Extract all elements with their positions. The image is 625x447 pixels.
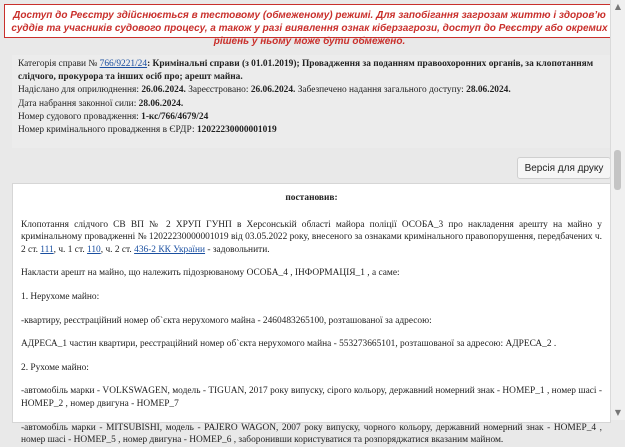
case-number-link[interactable]: 766/9221/24 xyxy=(99,59,148,69)
paragraph-2: Накласти арешт на майно, що належить підозрюваному ОСОБА_4 , ІНФОРМАЦІЯ_1 , а саме: xyxy=(21,268,400,279)
paragraph-8: -автомобіль марки - MITSUBISHI, модель - PAJERO WAGON, 2007 року випуску, чорного кольору, державний номерний знак - НОМЕР_4 , номер шасі - НОМЕР_5 , номер двигуна - НОМЕР_6 , заборонивши користуватися та розпоряджатися вказаним майном. xyxy=(21,422,602,446)
scroll-up-icon[interactable]: ▲ xyxy=(614,2,622,11)
sent-date: 26.06.2024. xyxy=(141,85,186,96)
paragraph-1: Клопотання слідчого СВ ВП № 2 ХРУП ГУНП в Херсонській області майора поліції ОСОБА_3 про накладення арешту на майно у кримінальному провадженні № 12022230000001019 від 03.05.2022 року, внесеного за ознаками кримінального правопорушення, передбачених ч. 2 ст. 111, ч. 1 ст. 110, ч. 2 ст. 436-2 КК України - задовольнити. xyxy=(21,219,602,255)
decision-document xyxy=(12,183,611,446)
case-category-text: : Кримінальні справи (з 01.01.2019); Провадження за поданням правоохоронних органів, за клопотанням слідчого, прокурора та інших осіб про; арешт майна. xyxy=(18,59,594,83)
paragraph-5: АДРЕСА_1 частин квартири, реєстраційний номер об`єкта нерухомого майна - 553273665101, розташованої за адресою: АДРЕСА_2 . xyxy=(21,339,557,350)
paragraph-6: 2. Рухоме майно: xyxy=(21,362,89,373)
paragraph-3: 1. Нерухоме майно: xyxy=(21,291,100,302)
proceeding-number-row: Номер судового провадження: 1-кс/766/4679/24 xyxy=(18,111,209,122)
law-link-436-2[interactable]: 436-2 КК України xyxy=(134,244,206,255)
criminal-number: 12022230000001019 xyxy=(196,125,277,136)
access-date: 28.06.2024. xyxy=(466,85,511,96)
law-link-111[interactable]: 111 xyxy=(40,244,54,255)
scroll-thumb[interactable] xyxy=(614,150,621,190)
effective-date-row: Дата набрання законної сили: 28.06.2024. xyxy=(18,98,184,109)
criminal-number-row: Номер кримінального провадження в ЄРДР: 12022230000001019 xyxy=(18,125,277,136)
registered-date: 26.06.2024. xyxy=(250,85,296,96)
page-scrollbar[interactable] xyxy=(610,0,625,420)
paragraph-4: -квартиру, реєстраційний номер об`єкта нерухомого майна - 2460483265100, розташованої за адресою: xyxy=(21,315,432,326)
print-bar xyxy=(12,157,611,181)
case-info-panel xyxy=(12,55,611,148)
access-warning-banner xyxy=(4,4,615,47)
law-link-110[interactable]: 110 xyxy=(87,244,101,255)
scroll-down-icon[interactable]: ▼ xyxy=(614,408,622,417)
proceeding-number: 1-кс/766/4679/24 xyxy=(141,111,209,122)
case-dates-row: Надіслано для оприлюднення: 26.06.2024. Зареєстровано: 26.06.2024. Забезпечено надання загального доступу: 28.06.2024. xyxy=(18,85,511,96)
paragraph-7: -автомобіль марки - VOLKSWAGEN, модель - TIGUAN, 2017 року випуску, сірого кольору, державний номерний знак - НОМЕР_1 , номер шасі - НОМЕР_2 , номер двигуна - НОМЕР_7 xyxy=(21,386,602,409)
effective-date: 28.06.2024. xyxy=(138,98,184,109)
print-version-button[interactable]: Версія для друку xyxy=(517,157,611,179)
access-warning-text: Доступ до Реєстру здійснюється в тестовому (обмеженому) режимі. Для запобігання загрозам життю і здоров’ю суддів та учасників судового процесу, а також у разі виявлення ознак кіберзагрози, доступ до Реєстру або окремих рішень у ньому може бути обмежено. xyxy=(11,10,608,47)
case-category-row: Категорія справи № 766/9221/24: Кримінальні справи (з 01.01.2019); Провадження за поданням правоохоронних органів, за клопотанням слідчого, прокурора та інших осіб про; арешт майна. xyxy=(18,59,594,83)
document-heading: постановив: xyxy=(285,193,338,203)
